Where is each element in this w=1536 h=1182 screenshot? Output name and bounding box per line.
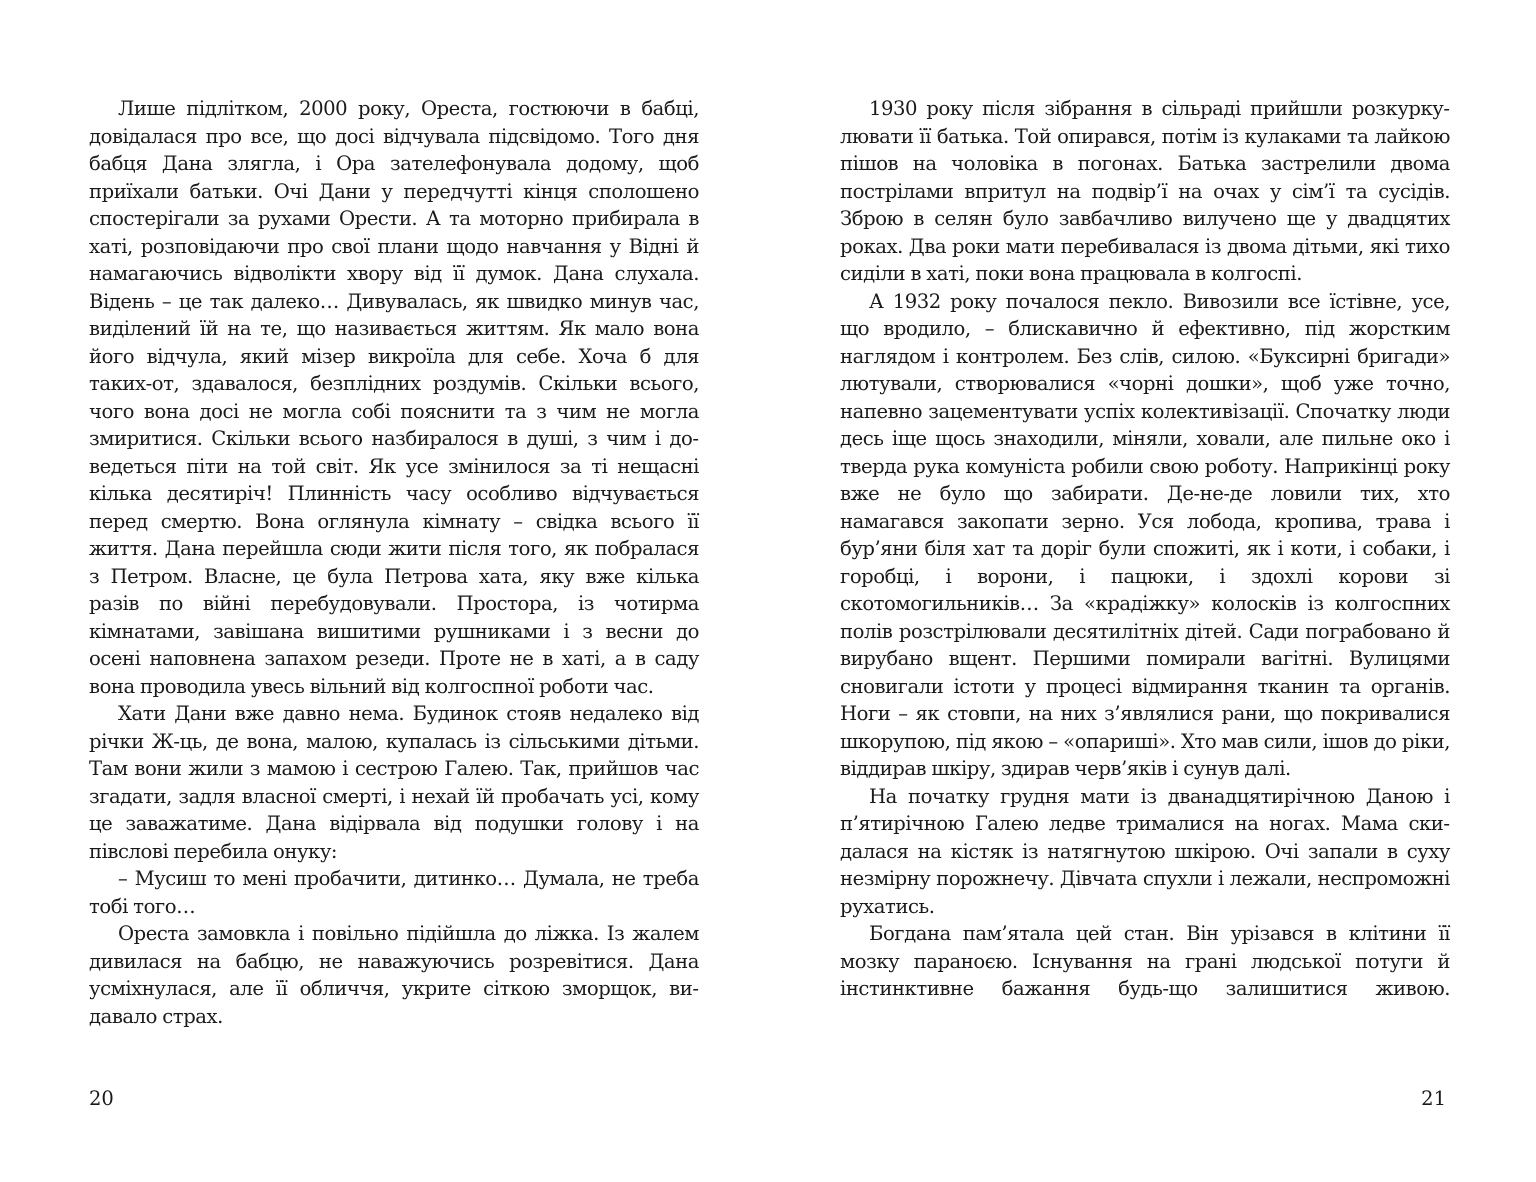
left-paragraph-4: Ореста замовкла і повільно підійшла до ліжка. Із жалем дивилася на бабцю, не наважуючись розревітися. Дана усміхнулася, але її обличчя, укрите сіткою зморщок, видавало страх. [89, 922, 699, 1028]
left-paragraph-2: Хати Дани вже давно нема. Будинок стояв недалеко від річки Ж-ць, де вона, малою, купалась із сільськими дітьми. Там вони жили з мамою і сестрою Галею. Так, прийшов час згадати, задля власної смерті, і нехай їй пробачать усі, кому це заважатиме. Дана відірвала від подушки голову і на півслові перебила онуку: [89, 702, 699, 863]
right-paragraph-1: 1930 року після зібрання в сільраді прийшли розкуркулювати її батька. Той опирався, потім із кулаками та лайкою пішов на чоловіка в погонах. Батька застрелили двома пострілами впритул на подвір’ї на очах у сім’ї та сусідів. Зброю в селян було завбачливо вилучено ще у двадцятих роках. Два роки мати перебивалася із двома дітьми, які тихо сиділи в хаті, поки вона працювала в колгоспі. [840, 97, 1450, 285]
left-page-text [89, 95, 699, 1030]
right-paragraph-4: Богдана пам’ятала цей стан. Він урізався в клітини її мозку параноєю. Існування на грані людської потуги й інстинктивне бажання будь-що залишитися живою. [840, 922, 1450, 1000]
left-paragraph-3: – Мусиш то мені пробачити, дитинко… Думала, не треба тобі того… [89, 867, 699, 918]
page-number-left: 20 [89, 1087, 114, 1110]
left-paragraph-1: Лише підлітком, 2000 року, Ореста, гостюючи в бабці, довідалася про все, що досі відчувала підсвідомо. Того дня бабця Дана злягла, і Ора зателефонувала додому, щоб приїхали батьки. Очі Дани у передчутті кінця сполошено спостерігали за рухами Орести. А та моторно прибирала в хаті, розповідаючи про свої плани щодо навчання у Відні й намагаючись відволікти хвору від її думок. Дана слухала. Відень – це так далеко… Дивувалась, як швидко минув час, виділений їй на те, що називається життям. Як мало вона його відчула, який мізер викроїла для себе. Хоча б для таких-от, здавалося, безплідних роздумів. Скільки всього, чого вона досі не могла собі пояснити та з чим не могла змиритися. Скільки всього назбиралося в душі, з чим і доведеться піти на той світ. Як усе змінилося за ті нещасні кілька десятиріч! Плинність часу особливо відчувається перед смертю. Вона оглянула кімнату – свідка всього її життя. Дана перейшла сюди жити після того, як побралася з Петром. Власне, це була Петрова хата, яку вже кілька разів по війні перебудовували. Простора, із чотирма кімнатами, завішана вишитими рушниками і з весни до осені наповнена запахом резеди. Проте не в хаті, а в саду вона проводила увесь вільний від колгоспної роботи час. [89, 97, 699, 698]
right-page [768, 0, 1536, 1182]
right-page-text [840, 95, 1450, 1003]
right-paragraph-3: На початку грудня мати із дванадцятирічною Даною і п’ятирічною Галею ледве трималися на ногах. Мама скидалася на кістяк із натягнутою шкірою. Очі запали в суху незмірну порожнечу. Дівчата спухли і лежали, неспроможні рухатись. [840, 784, 1450, 918]
right-paragraph-2: А 1932 року почалося пекло. Вивозили все їстівне, усе, що вродило, – блискавично й ефективно, під жорстким наглядом і контролем. Без слів, силою. «Буксирні бригади» лютували, створювалися «чорні дошки», щоб уже точно, напевно зацементувати успіх колективізації. Спочатку люди десь іще щось знаходили, міняли, ховали, але пильне око і тверда рука комуніста робили свою роботу. Наприкінці року вже не було що забирати. Де-не-де ловили тих, хто намагався закопати зерно. Уся лобода, кропива, трава і бур’яни біля хат та доріг були спожиті, як і коти, і собаки, і горобці, і ворони, і пацюки, і здохлі корови зі скотомогильників… За «крадіжку» колосків із колгоспних полів розстрілювали десятилітніх дітей. Сади пограбовано й вирубано вщент. Першими помирали вагітні. Вулицями сновигали істоти у процесі відмирання тканин та органів. Ноги – як стовпи, на них з’являлися рани, що покривалися шкорупою, під якою – «опариші». Хто мав сили, ішов до ріки, віддирав шкіру, здирав черв’яків і сунув далі. [840, 289, 1450, 780]
page-number-right: 21 [1421, 1087, 1446, 1110]
